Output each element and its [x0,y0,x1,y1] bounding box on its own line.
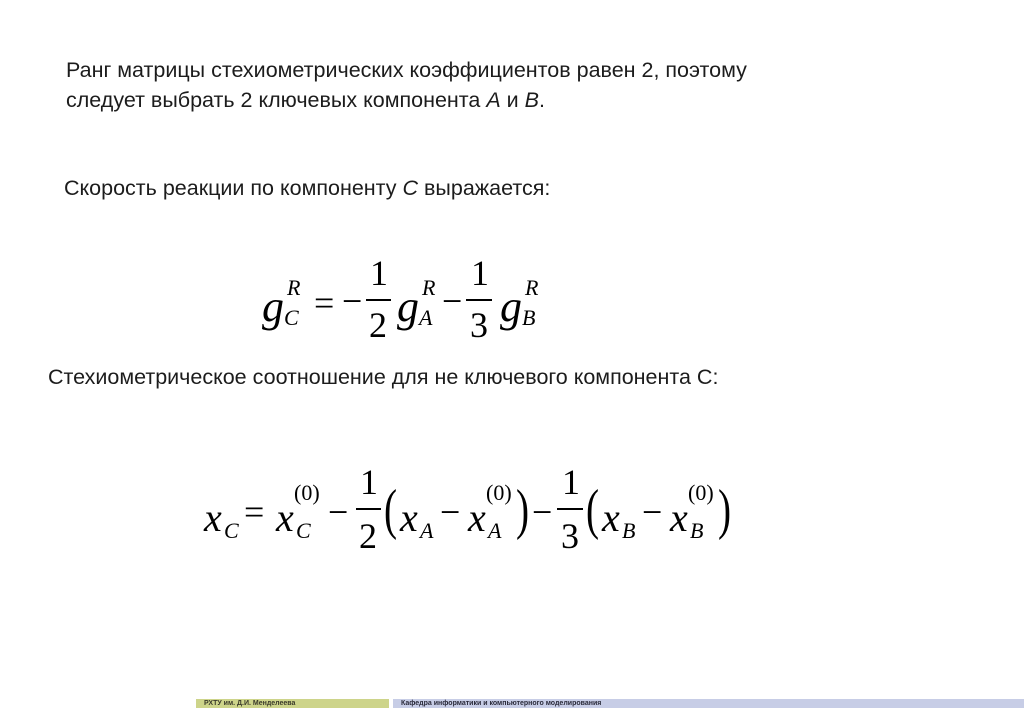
x-a-sub: A [420,518,434,543]
right-paren-1: ) [516,479,530,541]
x-b-sub: B [622,518,636,543]
g-c-sub: C [284,305,299,330]
x-c0-sup: (0) [294,480,320,505]
frac1-line [366,299,391,301]
rank-line-1: Ранг матрицы стехиометрических коэффициентов равен 2, поэтому [66,58,747,82]
frac2-denominator: 3 [470,305,488,345]
x-b0-sup: (0) [688,480,714,505]
stoich-paragraph: Стехиометрическое соотношение для не ключевого компонента С: [48,365,719,389]
frac4-denominator: 3 [561,516,579,556]
rank-line-2-and: и [500,88,525,112]
equals-sign-2: = [244,492,265,532]
component-c-label: C [402,176,419,200]
rank-line-2 [66,85,747,115]
x-b0-sub: B [690,518,704,543]
rate-paragraph [64,173,550,203]
g-a-symbol: g [397,282,419,331]
g-a-sup: R [422,275,436,300]
slide-footer [0,699,1024,708]
x-a0-sub: A [488,518,502,543]
frac3-numerator: 1 [360,462,378,502]
x-c-symbol: x [204,495,222,540]
x-a0-sup: (0) [486,480,512,505]
x-c0-symbol: x [276,495,294,540]
x-b-symbol: x [602,495,620,540]
rank-line-2-end: . [538,88,545,112]
frac1-denominator: 2 [369,305,387,345]
footer-department: Кафедра информатики и компьютерного моделирования [393,699,1024,708]
g-b-symbol: g [500,282,522,331]
minus-sign-5: − [532,492,553,532]
minus-sign-4: − [440,492,461,532]
right-paren-2: ) [718,479,732,541]
equals-sign: = [314,283,335,323]
rate-suffix: выражается: [418,176,551,200]
frac1-numerator: 1 [370,253,388,293]
frac3-denominator: 2 [359,516,377,556]
minus-sign-3: − [328,492,349,532]
left-paren-1: ( [384,479,398,541]
g-b-sub: B [522,305,536,330]
component-b-label: B [524,88,539,112]
g-c-symbol: g [262,282,284,331]
minus-sign-2: − [442,281,463,321]
minus-sign-6: − [642,492,663,532]
x-a-symbol: x [400,495,418,540]
frac4-line [557,508,583,510]
x-c0-sub: C [296,518,311,543]
x-b0-symbol: x [670,495,688,540]
g-b-sup: R [525,275,539,300]
component-a-label: A [486,88,501,112]
frac4-numerator: 1 [562,462,580,502]
x-a0-symbol: x [468,495,486,540]
x-c-sub: C [224,518,239,543]
footer-university: РХТУ им. Д.И. Менделеева [196,699,389,708]
g-a-sub: A [419,305,433,330]
minus-sign-1: − [342,281,363,321]
frac3-line [356,508,381,510]
rate-formula [262,255,562,350]
left-paren-2: ( [586,479,600,541]
frac2-numerator: 1 [471,253,489,293]
stoich-formula [200,462,740,572]
rank-paragraph [66,55,747,115]
frac2-line [466,299,492,301]
g-c-sup: R [287,275,301,300]
rank-line-2-prefix: следует выбрать 2 ключевых компонента [66,88,487,112]
rate-prefix: Скорость реакции по компоненту [64,176,403,200]
